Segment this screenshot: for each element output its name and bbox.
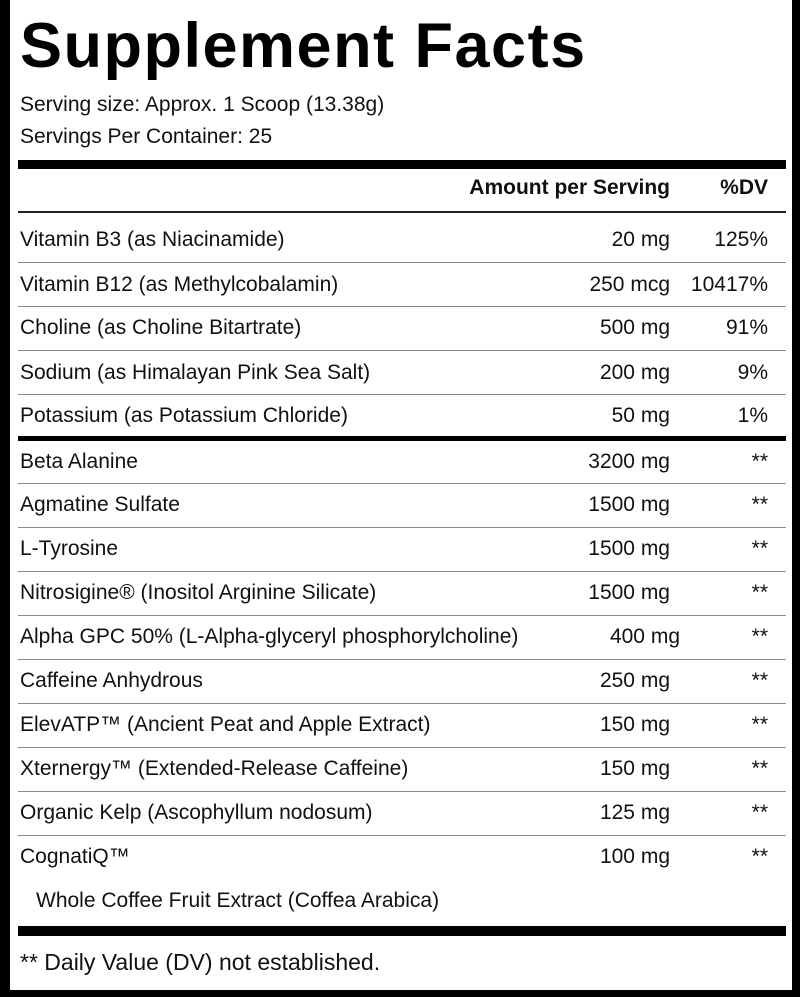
amount-column-header: Amount per Serving — [469, 176, 670, 199]
table-row — [10, 791, 792, 835]
table-row — [10, 351, 792, 395]
nutrient-amount: 200 mg — [599, 361, 670, 384]
ingredient-name: ElevATP™ (Ancient Peat and Apple Extract) — [20, 713, 431, 736]
ingredient-dv: ** — [751, 581, 768, 604]
ingredient-name: L-Tyrosine — [20, 537, 119, 560]
table-row — [10, 394, 792, 438]
ingredient-amount: 100 mg — [599, 845, 670, 868]
ingredient-amount: 1500 mg — [588, 537, 670, 560]
nutrient-dv: 1% — [737, 404, 768, 427]
ingredient-dv: ** — [751, 450, 768, 473]
nutrient-name: Potassium (as Potassium Chloride) — [20, 404, 348, 427]
table-row — [10, 483, 792, 527]
table-row — [10, 835, 792, 879]
ingredient-dv: ** — [751, 537, 768, 560]
serving-size: Serving size: Approx. 1 Scoop (13.38g) — [20, 93, 385, 116]
ingredient-name: Agmatine Sulfate — [20, 493, 180, 516]
nutrient-amount: 20 mg — [611, 228, 670, 251]
ingredient-amount: 150 mg — [599, 713, 670, 736]
ingredient-dv: ** — [751, 493, 768, 516]
ingredient-dv: ** — [751, 669, 768, 692]
nutrient-name: Choline (as Choline Bitartrate) — [20, 316, 302, 339]
nutrient-amount: 250 mcg — [589, 273, 670, 296]
nutrient-name: Vitamin B12 (as Methylcobalamin) — [20, 273, 339, 296]
ingredient-dv: ** — [751, 757, 768, 780]
label-title: Supplement Facts — [20, 11, 587, 81]
thick-divider-bottom — [18, 926, 786, 936]
ingredient-amount: 400 mg — [609, 625, 680, 648]
nutrient-dv: 9% — [737, 361, 768, 384]
ingredient-name: Xternergy™ (Extended-Release Caffeine) — [20, 757, 409, 780]
daily-value-footnote: ** Daily Value (DV) not established. — [20, 949, 381, 975]
nutrient-name: Sodium (as Himalayan Pink Sea Salt) — [20, 361, 371, 384]
ingredient-name: CognatiQ™ — [20, 845, 130, 868]
ingredient-dv: ** — [751, 845, 768, 868]
supplement-facts-panel — [10, 0, 792, 990]
cognatiq-sub-ingredient: Whole Coffee Fruit Extract (Coffea Arabica) — [36, 889, 440, 912]
table-row-sub — [10, 879, 792, 923]
ingredient-amount: 125 mg — [599, 801, 670, 824]
table-row — [10, 440, 792, 484]
ingredient-amount: 1500 mg — [588, 493, 670, 516]
ingredient-name: Caffeine Anhydrous — [20, 669, 203, 692]
nutrient-dv: 125% — [714, 228, 768, 251]
ingredient-dv: ** — [751, 625, 768, 648]
nutrient-amount: 50 mg — [611, 404, 670, 427]
table-row — [10, 571, 792, 615]
table-row — [10, 747, 792, 791]
ingredient-amount: 150 mg — [599, 757, 670, 780]
servings-per-container: Servings Per Container: 25 — [20, 125, 273, 148]
nutrient-dv: 10417% — [690, 273, 768, 296]
table-row — [10, 218, 792, 262]
dv-column-header: %DV — [720, 176, 768, 199]
header-divider — [18, 211, 786, 213]
ingredient-name: Alpha GPC 50% (L-Alpha-glyceryl phosphorylcholine) — [20, 625, 519, 648]
nutrient-amount: 500 mg — [599, 316, 670, 339]
table-row — [10, 659, 792, 703]
table-row — [10, 703, 792, 747]
ingredient-name: Organic Kelp (Ascophyllum nodosum) — [20, 801, 373, 824]
ingredient-amount: 250 mg — [599, 669, 670, 692]
table-row — [10, 263, 792, 307]
ingredient-name: Beta Alanine — [20, 450, 138, 473]
ingredient-dv: ** — [751, 713, 768, 736]
table-row — [10, 306, 792, 350]
table-header-row — [10, 166, 792, 210]
table-row — [10, 615, 792, 659]
table-row — [10, 527, 792, 571]
ingredient-dv: ** — [751, 801, 768, 824]
ingredient-amount: 1500 mg — [588, 581, 670, 604]
nutrient-name: Vitamin B3 (as Niacinamide) — [20, 228, 285, 251]
ingredient-amount: 3200 mg — [588, 450, 670, 473]
nutrient-dv: 91% — [725, 316, 768, 339]
ingredient-name: Nitrosigine® (Inositol Arginine Silicate) — [20, 581, 377, 604]
